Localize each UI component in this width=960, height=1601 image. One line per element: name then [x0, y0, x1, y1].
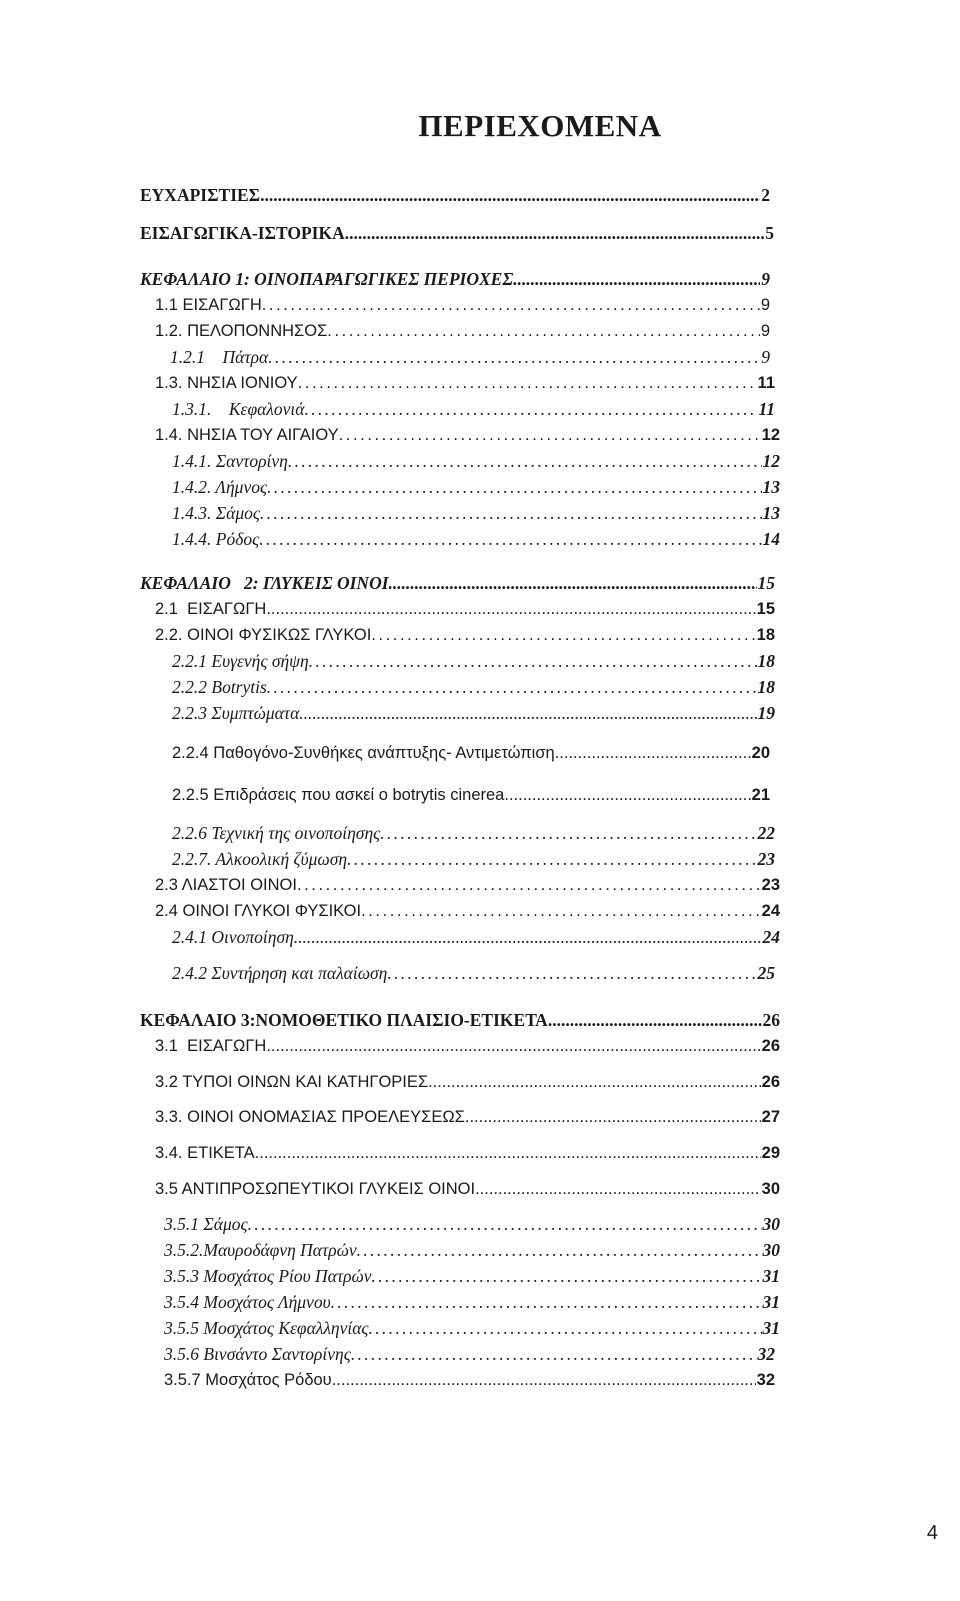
toc-leader [465, 1104, 761, 1130]
toc-entry-page: 12 [761, 426, 780, 444]
toc-entry [155, 1176, 780, 1202]
toc-entry-label: 2.2.4 Παθογόνο-Συνθήκες ανάπτυξης- Αντιμετώπιση [172, 744, 555, 762]
toc-entry-page: 23 [757, 849, 775, 869]
toc-leader [332, 1367, 756, 1393]
toc-entry-label: 1.3.1. Κεφαλονιά [172, 399, 305, 419]
toc-entry [164, 1237, 780, 1263]
toc-entry [172, 474, 780, 500]
toc-entry-label: 3.5.7 Μοσχάτος Ρόδου [164, 1371, 332, 1389]
toc-entry [140, 1007, 780, 1033]
toc-entry-page: 14 [762, 529, 780, 549]
toc-entry-label: 1.4.4. Ρόδος [172, 529, 260, 549]
toc-entry-page: 26 [762, 1010, 780, 1030]
toc-entry [172, 782, 770, 808]
toc-entry [155, 872, 780, 898]
toc-entry [155, 1104, 780, 1130]
toc-entry [172, 846, 775, 872]
toc-entry-page: 32 [756, 1371, 775, 1389]
toc-leader [371, 622, 755, 648]
toc-entry [155, 1140, 780, 1166]
toc-entry [140, 266, 770, 292]
toc-entry-page: 20 [751, 744, 770, 762]
toc-entry-page: 2 [761, 185, 770, 205]
toc-leader [294, 924, 762, 950]
toc-leader [304, 396, 757, 422]
toc-entry [164, 1315, 780, 1341]
toc-leader [339, 422, 761, 448]
toc-entry-page: 9 [761, 269, 770, 289]
toc-entry [172, 448, 780, 474]
toc-entry-page: 11 [758, 399, 775, 419]
toc-entry-label: 3.5.3 Μοσχάτος Ρίου Πατρών [164, 1266, 372, 1286]
toc-leader [389, 570, 757, 596]
toc-entry-page: 11 [757, 374, 775, 392]
toc-entry [155, 1033, 780, 1059]
toc-entry-label: ΚΕΦΑΛΑΙΟ 1: ΟΙΝΟΠΑΡΑΓΩΓΙΚΕΣ ΠΕΡΙΟΧΕΣ [140, 269, 514, 289]
toc-entry [155, 1069, 780, 1095]
toc-leader [327, 318, 760, 344]
toc-entry-label: 2.1 ΕΙΣΑΓΩΓΗ [155, 600, 267, 618]
toc-entry-label: 2.2.3 Συμπτώματα [172, 703, 300, 723]
toc-entry [172, 960, 775, 986]
toc-entry-label: 2.2.1 Ευγενής σήψη [172, 651, 309, 671]
toc-entry [140, 220, 774, 246]
page-title: ΠΕΡΙΕΧΟΜΕΝΑ [418, 108, 662, 143]
toc-leader [369, 1315, 762, 1341]
toc-entry-page: 27 [761, 1108, 780, 1126]
toc-entry-page: 18 [756, 626, 775, 644]
toc-leader [268, 344, 760, 370]
toc-entry-page: 23 [761, 876, 780, 894]
toc-entry-label: 2.2.5 Επιδράσεις που ασκεί ο botrytis cinerea [172, 786, 505, 804]
toc-entry-page: 13 [762, 503, 780, 523]
toc-entry-label: 1.1 ΕΙΣΑΓΩΓΗ [155, 296, 262, 314]
toc-leader [259, 526, 761, 552]
toc-leader [260, 182, 760, 208]
toc-entry [172, 500, 780, 526]
toc-leader [309, 648, 757, 674]
toc-leader [345, 220, 765, 246]
toc-entry-page: 29 [761, 1144, 780, 1162]
toc-leader [298, 370, 757, 396]
toc-leader [266, 596, 755, 622]
toc-entry-label: 2.4.1 Οινοποίηση [172, 927, 294, 947]
toc-entry-label: 1.2.1 Πάτρα [170, 347, 269, 367]
toc-entry-label: 3.5.4 Μοσχάτος Λήμνου [164, 1292, 331, 1312]
toc-entry-page: 24 [761, 902, 780, 920]
toc-entry [164, 1211, 780, 1237]
toc-entry-label: 3.4. ΕΤΙΚΕΤΑ [155, 1144, 255, 1162]
toc-entry-label: 3.5.6 Βινσάντο Σαντορίνης [164, 1344, 351, 1364]
toc-entry-page: 18 [757, 677, 775, 697]
toc-entry-label: 2.2. ΟΙΝΟΙ ΦΥΣΙΚΩΣ ΓΛΥΚΟΙ [155, 626, 372, 644]
toc-entry-label: 1.3. ΝΗΣΙΑ ΙΟΝΙΟΥ [155, 374, 298, 392]
toc-entry-page: 32 [757, 1344, 775, 1364]
toc-leader [297, 872, 761, 898]
toc-entry-page: 30 [762, 1214, 780, 1234]
toc-leader [380, 820, 756, 846]
toc-entry-page: 31 [762, 1292, 780, 1312]
toc-entry-page: 22 [757, 823, 775, 843]
toc-entry-label: 3.5 ΑΝΤΙΠΡΟΣΩΠΕΥΤΙΚΟΙ ΓΛΥΚΕΙΣ ΟΙΝΟΙ [155, 1180, 476, 1198]
toc-entry [155, 370, 775, 396]
toc-entry-page: 18 [757, 651, 775, 671]
toc-entry [155, 292, 770, 318]
toc-leader [299, 700, 756, 726]
toc-leader [475, 1176, 761, 1202]
toc-leader [260, 500, 762, 526]
toc-entry-page: 12 [762, 451, 780, 471]
toc-entry [172, 820, 775, 846]
toc-entry [172, 674, 775, 700]
toc-leader [267, 674, 757, 700]
toc-entry [155, 318, 770, 344]
toc-entry-label: ΚΕΦΑΛΑΙΟ 3:ΝΟΜΟΘΕΤΙΚΟ ΠΛΑΙΣΙΟ-ΕΤΙΚΕΤΑ [140, 1010, 548, 1030]
toc-entry-page: 26 [761, 1037, 780, 1055]
toc-entry-label: 1.2. ΠΕΛΟΠΟΝΝΗΣΟΣ [155, 322, 328, 340]
toc-entry-label: 1.4.2. Λήμνος [172, 477, 268, 497]
toc-entry-label: 3.5.2.Μαυροδάφνη Πατρών [164, 1240, 357, 1260]
toc-leader [267, 474, 761, 500]
toc-entry [172, 740, 770, 766]
toc-entry-page: 24 [762, 927, 780, 947]
toc-leader [428, 1069, 761, 1095]
toc-entry [155, 422, 780, 448]
toc-entry-label: 2.4 ΟΙΝΟΙ ΓΛΥΚΟΙ ΦΥΣΙΚΟΙ [155, 902, 362, 920]
toc-entry [172, 648, 775, 674]
toc-entry-label: 2.2.6 Τεχνική της οινοποίησης [172, 823, 381, 843]
toc-entry [172, 924, 780, 950]
toc-leader [548, 1007, 762, 1033]
toc-leader [372, 1263, 762, 1289]
toc-entry-label: 2.4.2 Συντήρηση και παλαίωση [172, 963, 388, 983]
toc-entry [164, 1367, 775, 1393]
toc-leader [513, 266, 760, 292]
toc-entry [172, 396, 775, 422]
toc-entry-page: 25 [757, 963, 775, 983]
toc-entry-label: 3.5.1 Σάμος [164, 1214, 248, 1234]
toc-entry-label: 1.4.1. Σαντορίνη [172, 451, 288, 471]
toc-entry-page: 5 [765, 223, 774, 243]
toc-leader [357, 1237, 762, 1263]
toc-entry-page: 15 [756, 600, 775, 618]
toc-entry [172, 700, 775, 726]
toc-entry-label: 3.3. ΟΙΝΟΙ ΟΝΟΜΑΣΙΑΣ ΠΡΟΕΛΕΥΣΕΩΣ [155, 1108, 465, 1126]
toc-entry-page: 9 [760, 296, 770, 314]
toc-entry [155, 596, 775, 622]
toc-leader [262, 292, 760, 318]
toc-entry [155, 622, 775, 648]
toc-entry-page: 30 [761, 1180, 780, 1198]
toc-entry [164, 1263, 780, 1289]
toc-entry-page: 15 [757, 573, 775, 593]
toc-entry-page: 30 [762, 1240, 780, 1260]
toc-entry-label: 2.2.7. Αλκοολική ζύμωση [172, 849, 348, 869]
toc-entry-label: ΚΕΦΑΛΑΙΟ 2: ΓΛΥΚΕΙΣ ΟΙΝΟΙ [140, 573, 389, 593]
toc-entry [155, 898, 780, 924]
toc-entry-page: 13 [762, 477, 780, 497]
toc-entry [170, 344, 770, 370]
toc-entry-label: 3.5.5 Μοσχάτος Κεφαλληνίας [164, 1318, 369, 1338]
toc-leader [266, 1033, 760, 1059]
toc-entry-label: 2.2.2 Botrytis [172, 677, 267, 697]
toc-entry-page: 19 [757, 703, 775, 723]
toc-entry-label: 1.4.3. Σάμος [172, 503, 260, 523]
toc-leader [331, 1289, 762, 1315]
toc-entry [140, 182, 770, 208]
toc-leader [387, 960, 756, 986]
toc-entry-label: 2.3 ΛΙΑΣΤΟΙ ΟΙΝΟΙ [155, 876, 297, 894]
toc-entry [172, 526, 780, 552]
toc-entry [164, 1289, 780, 1315]
page-number: 4 [926, 1522, 938, 1544]
toc-leader [361, 898, 761, 924]
toc-leader [504, 782, 750, 808]
toc-entry [140, 570, 775, 596]
toc-entry-label: 1.4. ΝΗΣΙΑ ΤΟΥ ΑΙΓΑΙΟΥ [155, 426, 339, 444]
toc-leader [555, 740, 751, 766]
toc-entry-page: 31 [762, 1266, 780, 1286]
toc-leader [288, 448, 762, 474]
toc-entry-page: 31 [762, 1318, 780, 1338]
toc-leader [255, 1140, 761, 1166]
toc-leader [347, 846, 756, 872]
toc-entry-label: ΕΙΣΑΓΩΓΙΚΑ-ΙΣΤΟΡΙΚΑ [140, 223, 345, 243]
toc-entry-label: ΕΥΧΑΡΙΣΤΙΕΣ [140, 185, 261, 205]
toc-leader [248, 1211, 762, 1237]
toc-entry-label: 3.2 ΤΥΠΟΙ ΟΙΝΩΝ ΚΑΙ ΚΑΤΗΓΟΡΙΕΣ [155, 1073, 429, 1091]
toc-entry-page: 9 [760, 322, 770, 340]
toc-entry-page: 26 [761, 1073, 780, 1091]
toc-entry-page: 21 [751, 786, 770, 804]
toc-entry-label: 3.1 ΕΙΣΑΓΩΓΗ [155, 1037, 267, 1055]
toc-entry [164, 1341, 775, 1367]
toc-leader [351, 1341, 757, 1367]
toc-entry-page: 9 [761, 347, 770, 367]
